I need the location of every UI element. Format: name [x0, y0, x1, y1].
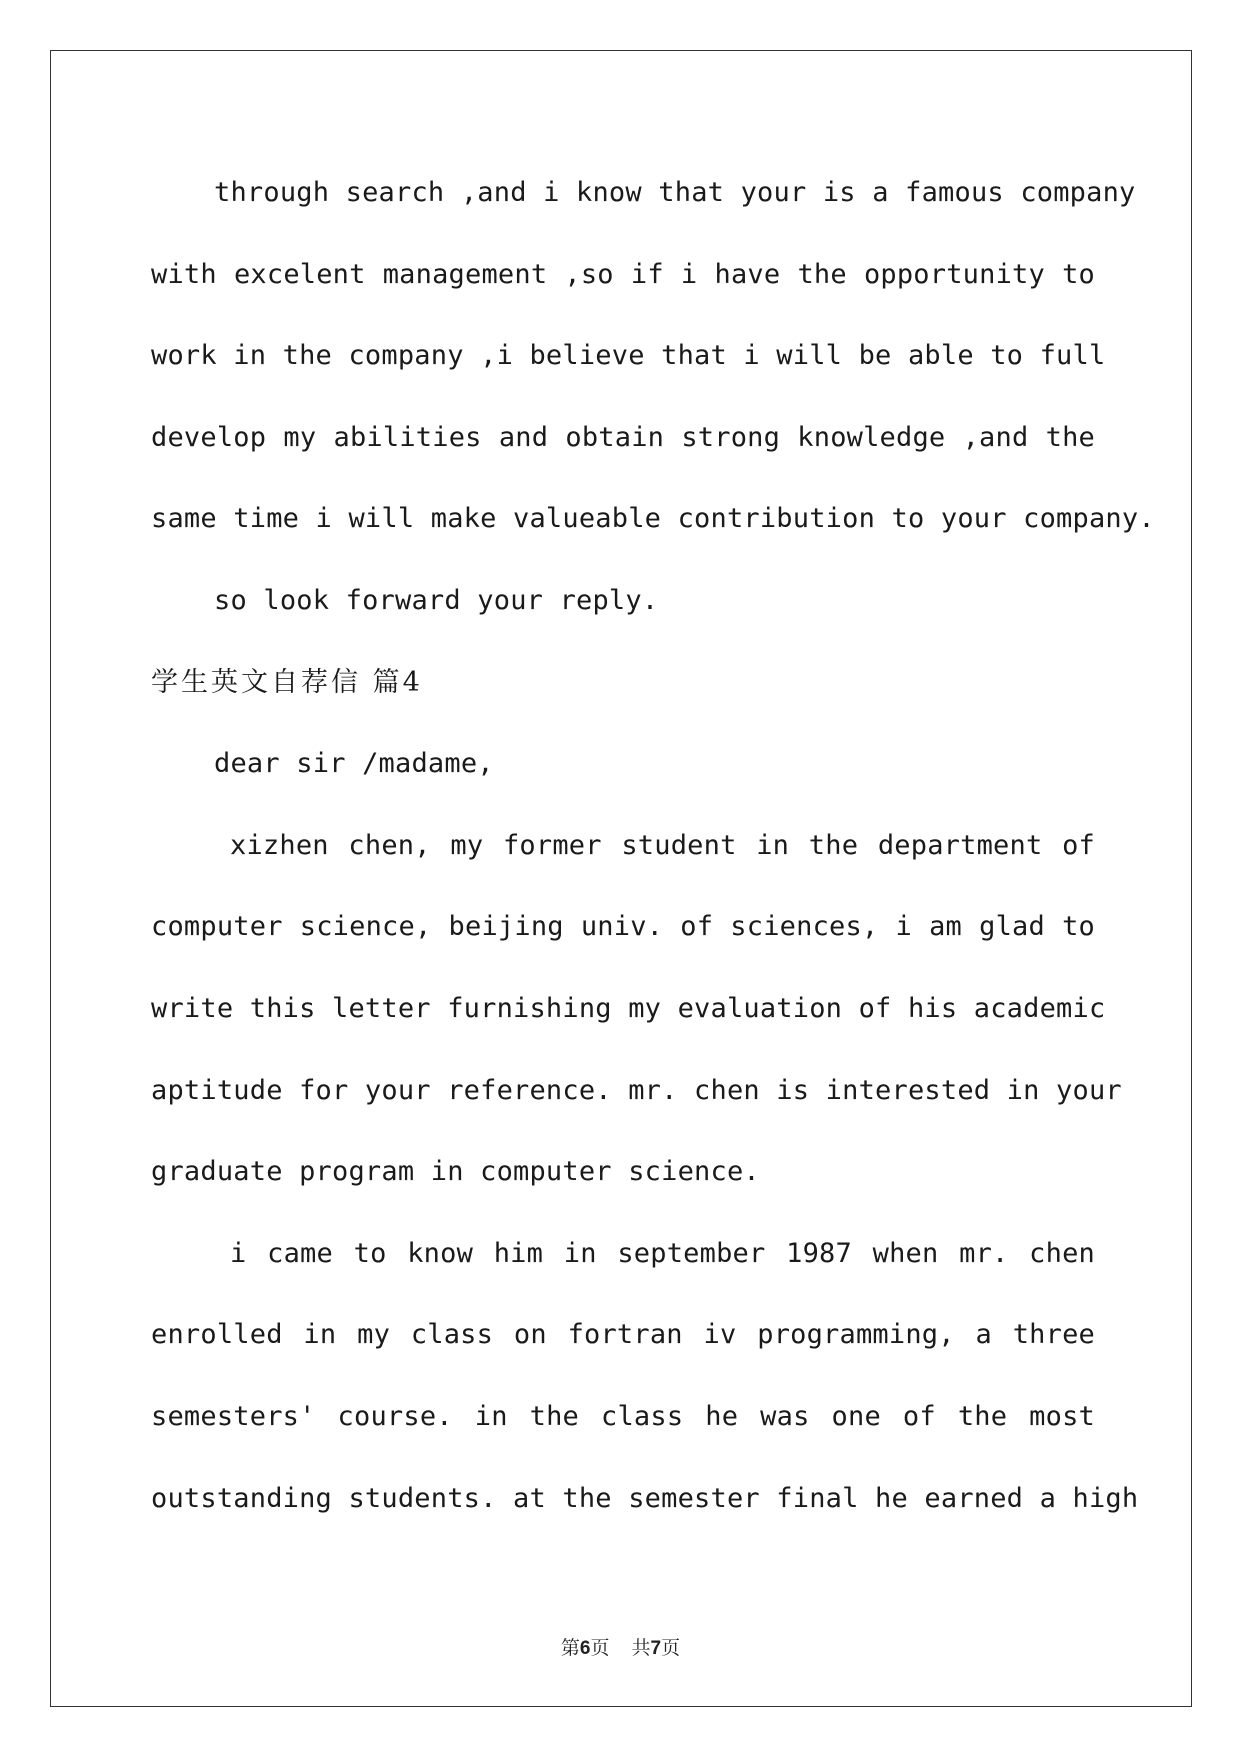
paragraph-line: through search ,and i know that your is a famous company — [214, 177, 1136, 208]
total-prefix: 共 — [631, 1637, 651, 1659]
paragraph-line: write this letter furnishing my evaluation of his academic — [151, 992, 1106, 1024]
section-heading: 学生英文自荐信 篇4 — [151, 666, 423, 698]
total-suffix: 页 — [661, 1637, 681, 1659]
page-suffix: 页 — [590, 1637, 610, 1659]
paragraph-line: same time i will make valueable contribution to your company. — [151, 503, 1155, 535]
paragraph-line: so look forward your reply. — [214, 584, 659, 616]
paragraph-line: develop my abilities and obtain strong knowledge ,and the — [151, 421, 1095, 453]
paragraph-line: with excelent management ,so if i have the opportunity to — [151, 258, 1095, 290]
page-number: 6 — [579, 1638, 591, 1659]
paragraph-line: work in the company ,i believe that i will be able to full — [151, 340, 1106, 372]
salutation: dear sir /madame, — [214, 748, 494, 780]
paragraph-line: aptitude for your reference. mr. chen is interested in your — [151, 1074, 1122, 1106]
total-pages: 7 — [650, 1638, 662, 1659]
page-prefix: 第 — [560, 1637, 580, 1659]
page-footer — [0, 1633, 1241, 1660]
paragraph-line: enrolled in my class on fortran iv programming, a three — [151, 1319, 1095, 1351]
paragraph-line: graduate program in computer science. — [151, 1156, 760, 1188]
paragraph-line: semesters' course. in the class he was one of the most — [151, 1400, 1095, 1432]
paragraph-line: outstanding students. at the semester final he earned a high — [151, 1482, 1139, 1514]
paragraph-line: xizhen chen, my former student in the department of — [230, 829, 1095, 861]
paragraph-line: i came to know him in september 1987 when mr. chen — [230, 1237, 1095, 1269]
document-body — [151, 168, 1155, 1555]
paragraph-line: computer science, beijing univ. of sciences, i am glad to — [151, 911, 1095, 943]
